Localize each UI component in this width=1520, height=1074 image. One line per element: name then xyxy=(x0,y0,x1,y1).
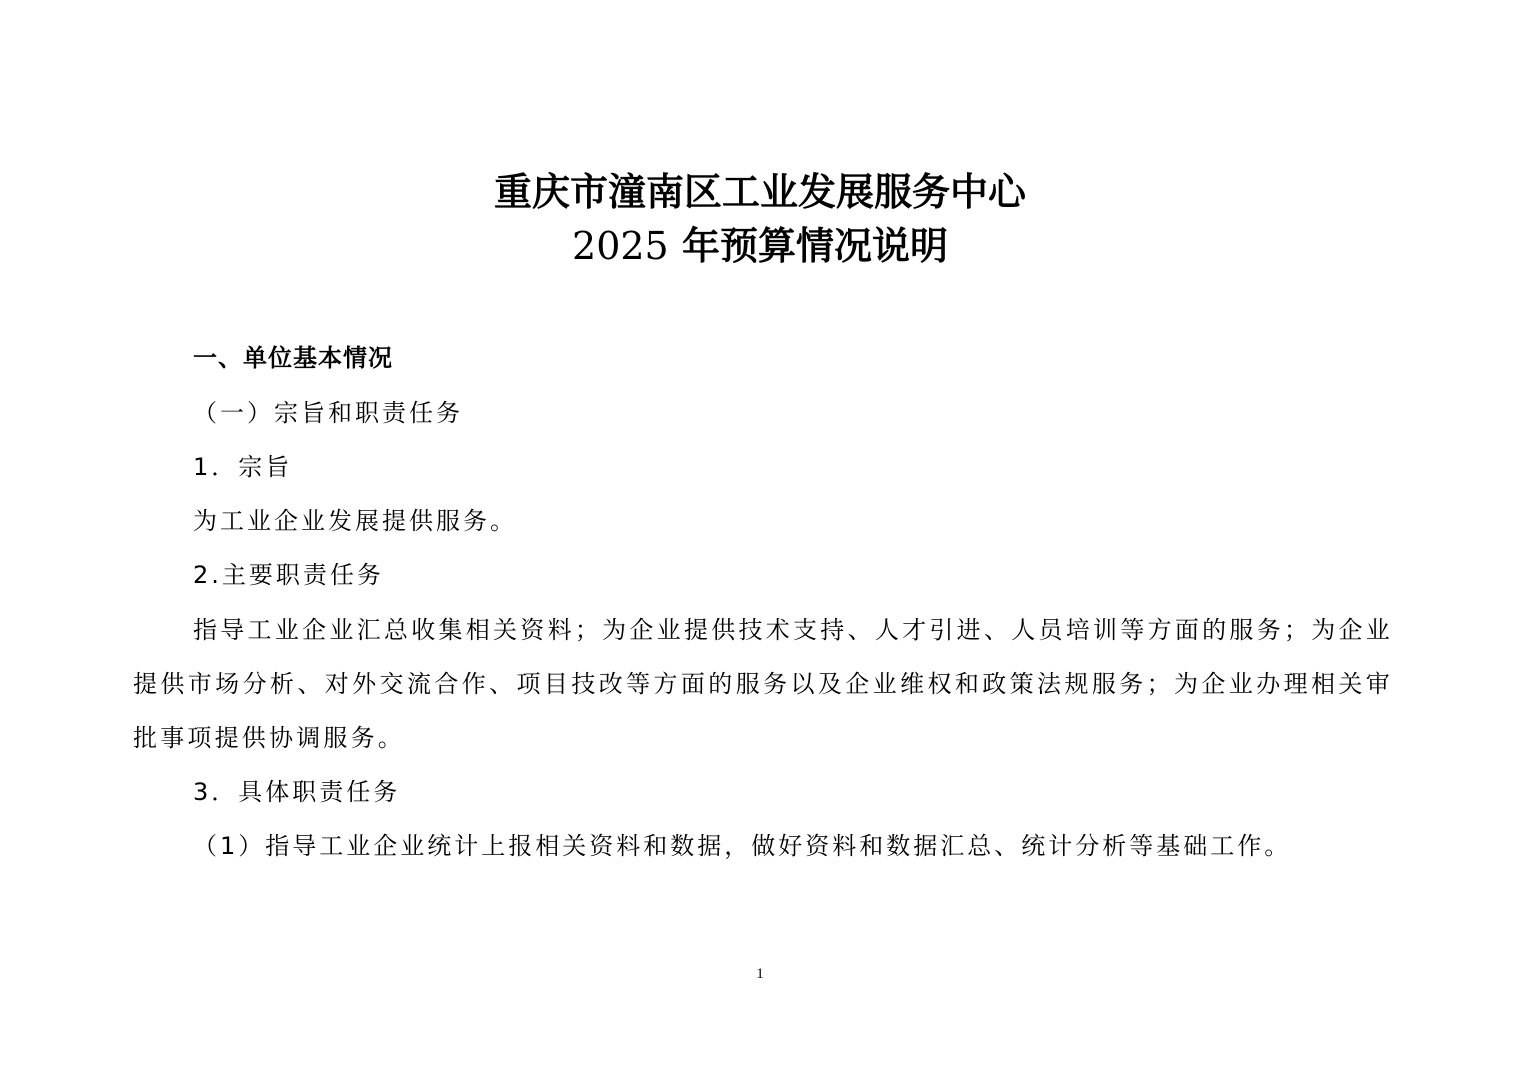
section-heading-unit-basic-info: 一、单位基本情况 xyxy=(193,344,393,372)
item-heading-main-duties: 2.主要职责任务 xyxy=(193,561,384,589)
page-number: 1 xyxy=(756,966,764,982)
specific-duty-1: （1）指导工业企业统计上报相关资料和数据，做好资料和数据汇总、统计分析等基础工作。 xyxy=(193,832,1292,860)
title-text: 年预算情况说明 xyxy=(668,223,948,268)
title-year: 2025 xyxy=(572,224,669,268)
item-heading-purpose: 1．宗旨 xyxy=(193,453,293,481)
item-heading-specific-duties: 3．具体职责任务 xyxy=(193,778,401,806)
document-title-line2 xyxy=(0,220,1520,272)
item-text-purpose: 为工业企业发展提供服务。 xyxy=(193,507,517,535)
subsection-heading-purpose-duties: （一）宗旨和职责任务 xyxy=(193,399,463,427)
item-text-main-duties: 指导工业企业汇总收集相关资料；为企业提供技术支持、人才引进、人员培训等方面的服务；为企业提供市场分析、对外交流合作、项目技改等方面的服务以及企业维权和政策法规服务；为企业办理相关审批事项提供协调服务。 xyxy=(133,616,1393,752)
document-title-line1: 重庆市潼南区工业发展服务中心 xyxy=(493,169,1026,214)
